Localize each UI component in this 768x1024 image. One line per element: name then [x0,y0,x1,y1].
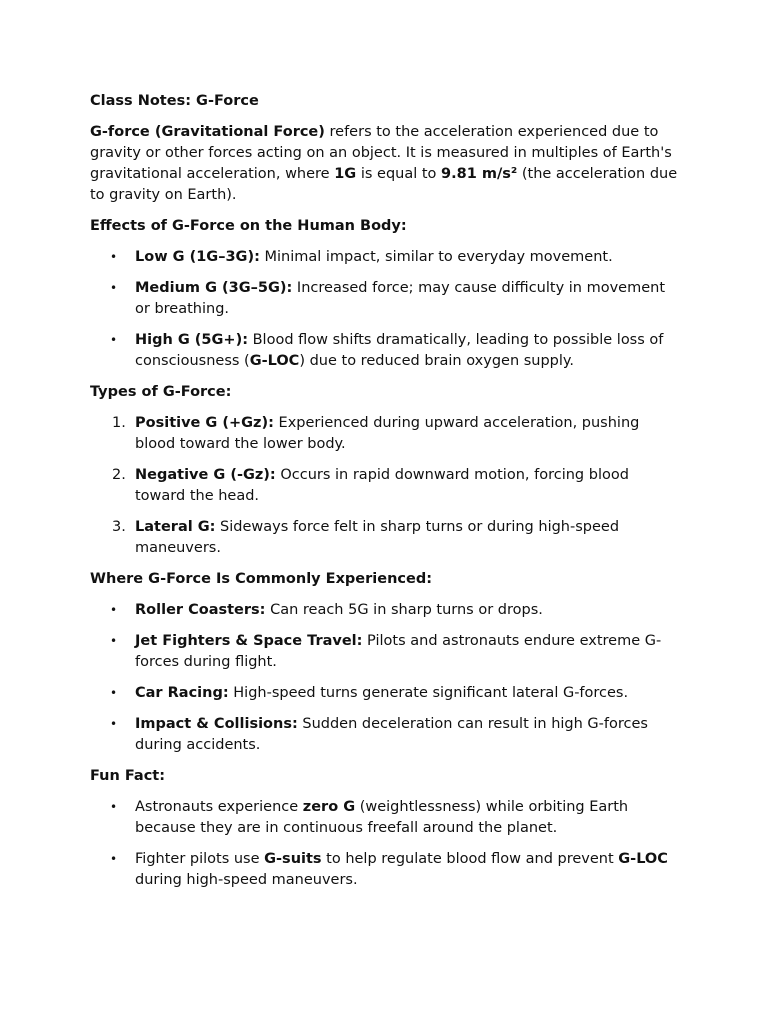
effects-list [90,247,680,372]
bullet-marker: • [110,800,118,814]
intro-term: G-force (Gravitational Force) [90,124,325,140]
list-item [90,247,680,268]
item-desc: Blood flow shifts dramatically, leading to possible loss of consciousness ( [135,332,664,369]
item-term: Roller Coasters: [135,602,266,618]
item-term: Lateral G: [135,519,216,535]
item-desc: Pilots and astronauts endure extreme G-forces during flight. [135,633,662,670]
item-term: Car Racing: [135,685,229,701]
item-desc: Sudden deceleration can result in high G-forces during accidents. [135,716,648,753]
item-text: (weightlessness) while orbiting Earth because they are in continuous freefall around the planet. [135,799,629,836]
list-item [90,849,680,891]
bullet-marker: • [110,250,118,264]
list-item [90,517,680,559]
item-term: Low G (1G–3G): [135,249,260,265]
number-marker: 1. [112,415,126,431]
item-desc: High-speed turns generate significant lateral G-forces. [228,685,629,701]
types-list [90,413,680,559]
number-marker: 2. [112,467,126,483]
number-marker: 3. [112,519,126,535]
item-desc: Can reach 5G in sharp turns or drops. [265,602,543,618]
item-text: during high-speed maneuvers. [135,872,358,888]
bullet-marker: • [110,634,118,648]
list-item [90,683,680,704]
where-heading: Where G-Force Is Commonly Experienced: [90,571,433,587]
item-term: Medium G (3G–5G): [135,280,293,296]
intro-text-3: (the acceleration due to gravity on Earth). [90,166,678,203]
item-desc: Minimal impact, similar to everyday movement. [259,249,613,265]
item-term-gloc: G-LOC [249,353,300,369]
document-page [90,91,680,901]
list-item [90,465,680,507]
item-term: Negative G (-Gz): [135,467,276,483]
list-item [90,631,680,673]
item-desc: Sideways force felt in sharp turns or during high-speed maneuvers. [135,519,620,556]
bullet-marker: • [110,852,118,866]
bullet-marker: • [110,686,118,700]
effects-heading: Effects of G-Force on the Human Body: [90,218,407,234]
intro-text-1: refers to the acceleration experienced due to gravity or other forces acting on an object. It is measured in multiples of Earth's gravitational acceleration, where [90,124,672,182]
bullet-marker: • [110,281,118,295]
fun-fact-heading: Fun Fact: [90,768,166,784]
intro-value: 9.81 m/s² [441,166,518,182]
intro-1g: 1G [334,166,357,182]
bullet-marker: • [110,717,118,731]
item-desc-2: ) due to reduced brain oxygen supply. [299,353,575,369]
intro-text-2: is equal to [356,166,442,182]
item-desc: Occurs in rapid downward motion, forcing blood toward the head. [135,467,629,504]
list-item [90,413,680,455]
item-term: High G (5G+): [135,332,248,348]
item-desc: Experienced during upward acceleration, pushing blood toward the lower body. [135,415,640,452]
item-text: Fighter pilots use [135,851,265,867]
bullet-marker: • [110,603,118,617]
item-text: to help regulate blood flow and prevent [321,851,619,867]
list-item [90,278,680,320]
item-term: Jet Fighters & Space Travel: [135,633,363,649]
page-title: Class Notes: G-Force [90,93,259,109]
list-item [90,330,680,372]
list-item [90,600,680,621]
item-term: Positive G (+Gz): [135,415,274,431]
fun-fact-list [90,797,680,891]
where-list [90,600,680,756]
list-item [90,714,680,756]
item-emphasis: G-LOC [618,851,668,867]
item-emphasis: G-suits [264,851,322,867]
list-item [90,797,680,839]
item-term: Impact & Collisions: [135,716,298,732]
types-heading: Types of G-Force: [90,384,232,400]
item-text: Astronauts experience [135,799,303,815]
item-emphasis: zero G [302,799,356,815]
item-desc: Increased force; may cause difficulty in movement or breathing. [135,280,666,317]
bullet-marker: • [110,333,118,347]
intro-paragraph [90,122,680,206]
